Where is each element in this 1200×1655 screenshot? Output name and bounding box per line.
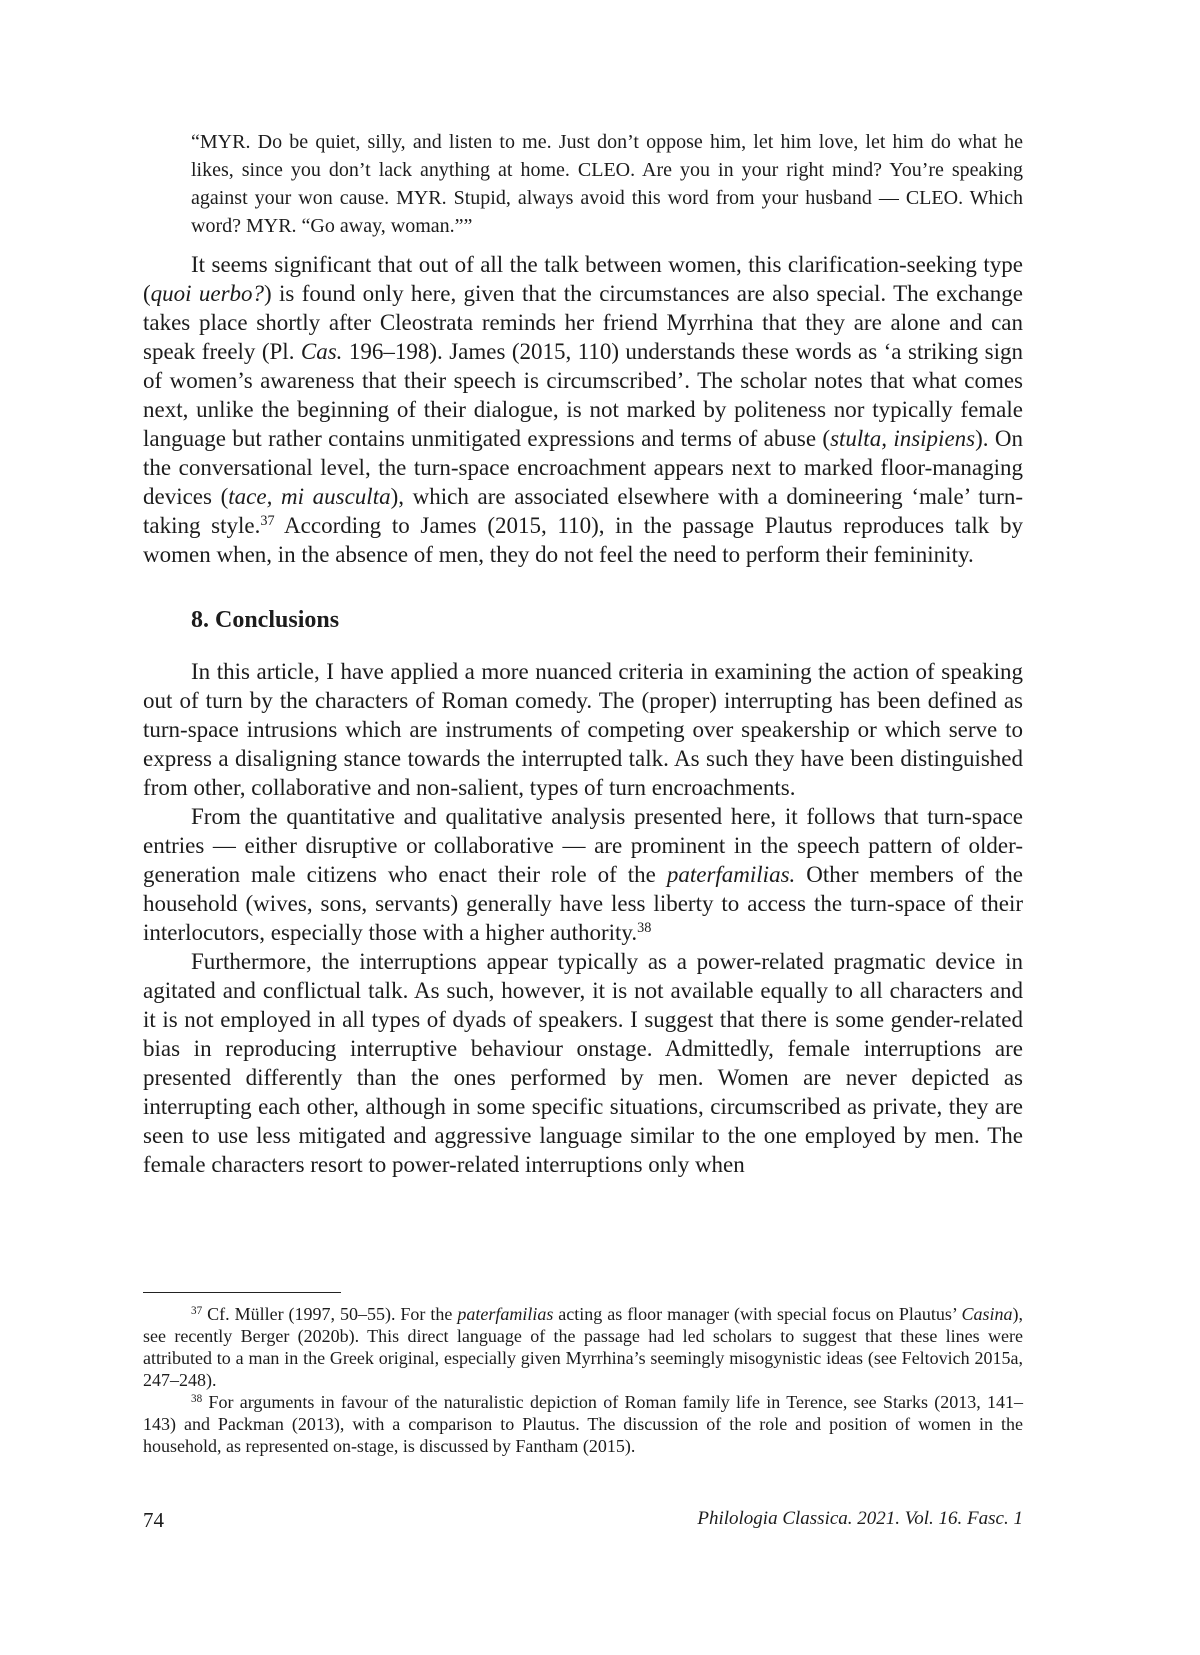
page-number: 74 <box>143 1508 164 1532</box>
footnote-ref-38[interactable]: 38 <box>637 920 652 937</box>
text-run: According to James (2015, 110), in the passage Plautus reproduces talk by women when, in the absence of men, they do not feel the need to perform their femininity. <box>143 513 1023 567</box>
block-quote <box>191 128 1023 240</box>
latin-term: paterfamilias <box>457 1304 554 1324</box>
footnote-number: 38 <box>191 1392 203 1405</box>
latin-term: paterfamilias. <box>666 862 796 887</box>
text-run: acting as floor manager (with special focus on Plautus’ <box>553 1304 962 1324</box>
paragraph-power-interruptions <box>143 947 1023 1179</box>
paragraph-conclusions-intro <box>143 657 1023 802</box>
footnote-number: 37 <box>191 1304 203 1317</box>
text-run: ), which are associated elsewhere with a domineering ‘male’ turn-taking style. <box>143 484 1023 538</box>
journal-title: Philologia Classica. 2021. Vol. 16. Fasc. 1 <box>697 1508 1023 1529</box>
paragraph-casina-discussion <box>143 250 1023 569</box>
footnote-divider <box>143 1292 341 1293</box>
text-run: It seems significant that out of all the talk between women, this clarification-seeking type ( <box>143 252 1023 306</box>
text-run: ). On the conversational level, the turn-space encroachment appears next to marked floor-managing devices ( <box>143 426 1023 509</box>
section-heading: 8. Conclusions <box>191 607 340 633</box>
text-run: In this article, I have applied a more nuanced criteria in examining the action of speaking out of turn by the characters of Roman comedy. The (proper) interrupting has been defined as turn-space intrusions which are instruments of competing over speakership or which serve to express a disaligning stance towards the interrupted talk. As such they have been distinguished from other, collaborative and non-salient, types of turn encroachments. <box>143 659 1023 800</box>
text-run: 196–198). James (2015, 110) understands these words as ‘a striking sign of women’s awareness that their speech is circumscribed’. The scholar notes that what comes next, unlike the beginning of their dialogue, is not marked by politeness nor typically female language but rather contains unmitigated expressions and terms of abuse ( <box>143 339 1024 451</box>
text-run: Cf. Müller (1997, 50–55). For the <box>202 1304 458 1324</box>
text-run: Furthermore, the interruptions appear typically as a power-related pragmatic device in agitated and conflictual talk. As such, however, it is not available equally to all characters and it is not employed in all types of dyads of speakers. I suggest that there is some gender-related bias in reproducing interruptive behaviour onstage. Admittedly, female interruptions are presented differently than the ones performed by men. Women are never depicted as interrupting each other, although in some specific situations, circumscribed as private, they are seen to use less mitigated and aggressive language similar to the one employed by men. The female characters resort to power-related interruptions only when <box>143 949 1023 1177</box>
footnote-ref-37[interactable]: 37 <box>260 513 275 530</box>
latin-term: stulta, insipiens <box>830 426 976 451</box>
footnotes <box>143 1292 1023 1457</box>
latin-term: tace, mi ausculta <box>228 484 391 509</box>
play-title: Casina <box>961 1304 1013 1324</box>
text-run: Other members of the household (wives, sons, servants) generally have less liberty to access the turn-space of their interlocutors, especially those with a higher authority. <box>143 862 1023 945</box>
text-run: From the quantitative and qualitative analysis presented here, it follows that turn-space entries — either disruptive or collaborative — are prominent in the speech pattern of older-generation male citizens who enact their role of the <box>143 804 1023 887</box>
text-run: ), see recently Berger (2020b). This direct language of the passage had led scholars to suggest that these lines were attributed to a man in the Greek original, especially given Myrrhina’s seemingly misogynistic ideas (see Feltovich 2015a, 247–248). <box>143 1304 1023 1390</box>
quote-text: “MYR. Do be quiet, silly, and listen to me. Just don’t oppose him, let him love, let him do what he likes, since you don’t lack anything at home. CLEO. Are you in your right mind? You’re speaking against your won cause. MYR. Stupid, always avoid this word from your husband — CLEO. Which word? MYR. “Go away, woman.”” <box>191 131 1023 237</box>
play-abbreviation: Cas. <box>300 339 343 364</box>
text-run: For arguments in favour of the naturalistic depiction of Roman family life in Terence, see Starks (2013, 141–143) and Packman (2013), with a comparison to Plautus. The discussion of the role and position of women in the household, as represented on-stage, is discussed by Fantham (2015). <box>143 1392 1023 1456</box>
latin-term: quoi uerbo? <box>150 281 265 306</box>
main-text <box>143 128 1023 1179</box>
text-run: ) is found only here, given that the circumstances are also special. The exchange takes place shortly after Cleostrata reminds her friend Myrrhina that they are alone and can speak freely (Pl. <box>143 281 1023 364</box>
footnote-37 <box>143 1303 1023 1391</box>
paragraph-quantitative-analysis <box>143 802 1023 947</box>
footnote-38 <box>143 1391 1023 1457</box>
page-footer <box>143 1508 1023 1536</box>
